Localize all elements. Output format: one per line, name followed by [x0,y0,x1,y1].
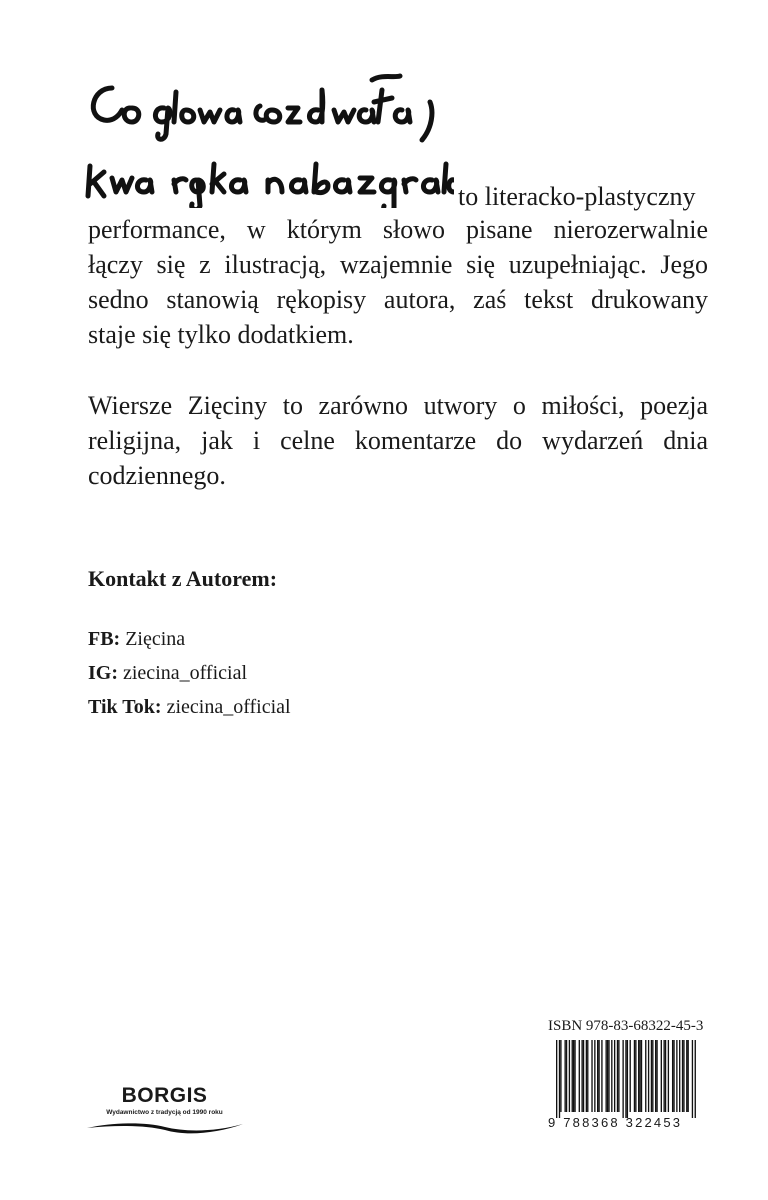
contact-value: ziecina_official [166,696,291,718]
barcode-bar [655,1040,656,1112]
barcode-bar [635,1040,636,1112]
barcode-bar [695,1040,696,1118]
contact-item-ig [88,656,291,690]
barcode-bar [566,1040,567,1112]
barcode-bar [652,1040,653,1112]
barcode-bar [581,1040,582,1112]
barcode-bar [622,1040,623,1118]
barcode-bar [665,1040,666,1112]
contact-key: FB: [88,628,121,650]
barcode-bar [627,1040,628,1118]
swoosh-logo-icon [85,1120,245,1134]
barcode-bar [583,1040,584,1112]
barcode-bar [672,1040,673,1112]
contact-value: ziecina_official [123,662,248,684]
description-line: łączy się z ilustracją, wzajemnie się uzupełniając. Jego [88,250,708,279]
isbn-label: ISBN 978-83-68322-45-3 [548,1018,704,1034]
description-paragraph [88,212,708,352]
contact-item-tiktok [88,690,291,724]
barcode-bar [560,1040,561,1112]
barcode-bar [573,1040,574,1112]
barcode-bar [586,1040,587,1112]
barcode-bar [591,1040,592,1112]
barcode-bar [579,1040,580,1112]
barcode-bar [668,1040,669,1112]
description-line: staje się tylko dodatkiem. [88,320,354,349]
barcode-bar [648,1040,649,1112]
barcode-bar [601,1040,602,1112]
barcode-bar [594,1040,595,1112]
barcode-bar [559,1040,560,1118]
barcode-bar [608,1040,609,1112]
barcode-bar [676,1040,677,1112]
barcode-bar [661,1040,662,1112]
description-first-line: to literacko-plastyczny [458,182,696,211]
barcode-bar [597,1040,598,1112]
barcode-bar [630,1040,631,1112]
publisher-name: BORGIS [121,1084,208,1107]
barcode-bar [572,1040,573,1112]
barcode-bar [683,1040,684,1112]
publisher-logo [82,1085,247,1145]
barcode-bar [638,1040,639,1112]
barcode-icon [556,1040,696,1118]
barcode-bar [641,1040,642,1112]
barcode-bar [639,1040,640,1112]
barcode-bar [673,1040,674,1112]
barcode-bar [682,1040,683,1112]
contact-key: IG: [88,662,118,684]
barcode-bar [574,1040,575,1112]
barcode-bar [618,1040,619,1112]
barcode-bar [556,1040,557,1118]
poems-paragraph [88,388,708,493]
description-line: sedno stanowią rękopisy autora, zaś tekst drukowany [88,285,708,314]
barcode-bar [611,1040,612,1112]
barcode-bar [625,1040,626,1118]
contact-value: Zięcina [125,628,186,650]
barcode-bar [587,1040,588,1112]
contact-list [88,622,291,724]
barcode-bar [651,1040,652,1112]
barcode-bar [634,1040,635,1112]
barcode-bar [686,1040,687,1112]
barcode-bar [617,1040,618,1112]
barcode-bar [564,1040,565,1112]
poems-line: codziennego. [88,461,226,490]
barcode-bar [569,1040,570,1112]
barcode-bar [679,1040,680,1112]
barcode-bar [656,1040,657,1112]
contact-key: Tik Tok: [88,696,162,718]
poems-line: religijna, jak i celne komentarze do wydarzeń dnia [88,426,708,455]
barcode-bar [692,1040,693,1118]
barcode-bar [645,1040,646,1112]
barcode-digits: 9 788368 322453 [548,1115,683,1130]
barcode-bar [614,1040,615,1112]
description-line: performance, w którym słowo pisane nierozerwalnie [88,215,708,244]
barcode-bar [607,1040,608,1112]
barcode-bar [663,1040,664,1112]
contact-heading: Kontakt z Autorem: [88,566,278,591]
handwritten-title-drawing [82,68,454,208]
contact-item-fb [88,622,291,656]
barcode-bar [688,1040,689,1112]
poems-line: Wiersze Zięciny to zarówno utwory o miłości, poezja [88,391,708,420]
barcode-bar [605,1040,606,1112]
barcode-bar [598,1040,599,1112]
handwritten-title [82,68,454,208]
publisher-tagline: Wydawnictwo z tradycją od 1990 roku [106,1109,223,1116]
barcode [556,1040,696,1118]
